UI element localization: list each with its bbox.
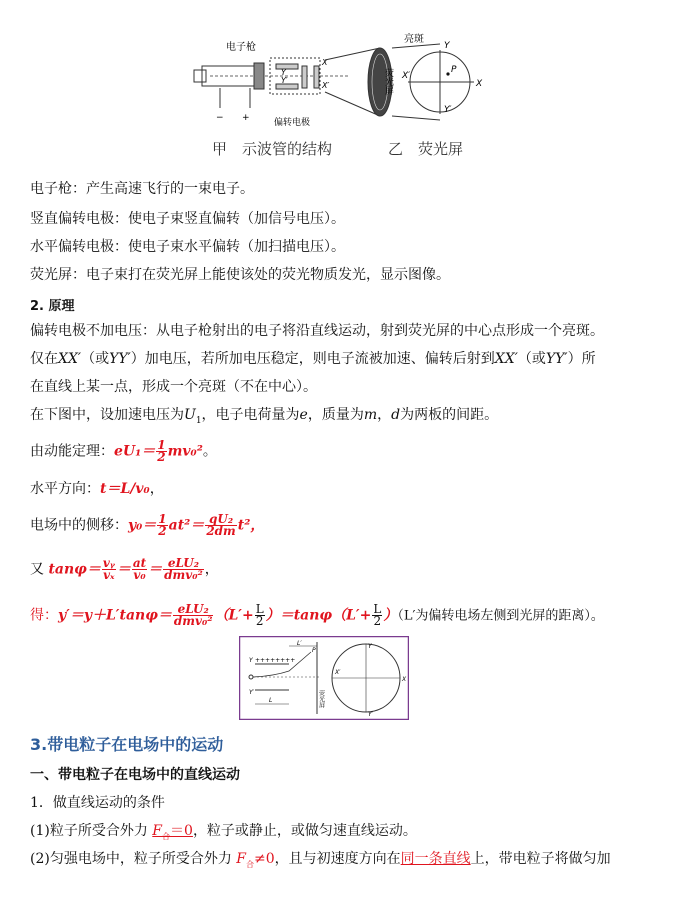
svg-text:X′: X′ bbox=[335, 669, 341, 676]
svg-text:亮斑: 亮斑 bbox=[404, 34, 424, 45]
deflection-figure bbox=[239, 636, 409, 720]
svg-text:Y: Y bbox=[281, 68, 286, 77]
caption-right: 乙 荧光屏 bbox=[388, 140, 464, 158]
svg-text:荧光屏: 荧光屏 bbox=[383, 68, 393, 95]
svg-text:X: X bbox=[322, 58, 328, 67]
svg-text:P: P bbox=[312, 647, 316, 654]
svg-text:Y′: Y′ bbox=[281, 76, 288, 85]
principle-p4: 在下图中，设加速电压为$U_1$，电子电荷量为e，质量为m，d为两板的间距。 bbox=[30, 407, 499, 426]
def-vertical: 竖直偏转电极：使电子束竖直偏转（加信号电压）。 bbox=[30, 211, 345, 227]
caption-left: 甲 示波管的结构 bbox=[212, 140, 333, 158]
svg-text:Y: Y bbox=[444, 41, 450, 51]
principle-p1: 偏转电极不加电压：从电子枪射出的电子将沿直线运动，射到荧光屏的中心点形成一个亮斑。 bbox=[30, 323, 604, 339]
oscilloscope-figure bbox=[190, 30, 490, 130]
formula-energy: 由动能定理：eU₁＝ $\frac{1}{2}$ mv₀²。 bbox=[30, 438, 217, 464]
def-screen: 荧光屏：电子束打在荧光屏上能使该处的荧光物质发光，显示图像。 bbox=[30, 267, 450, 283]
principle-p3: 在直线上某一点，形成一个亮斑（不在中心）。 bbox=[30, 379, 317, 395]
svg-text:L′: L′ bbox=[297, 640, 302, 647]
def-horizontal: 水平偏转电极：使电子束水平偏转（加扫描电压）。 bbox=[30, 239, 345, 255]
section3-title: 3.带电粒子在电场中的运动 bbox=[30, 735, 224, 754]
svg-text:电子枪: 电子枪 bbox=[226, 42, 256, 53]
principle-p2: 仅在XX′（或YY′）加电压，若所加电压稳定，则电子流被加速、偏转后射到XX′（或YY′）所 bbox=[30, 351, 596, 367]
svg-text:荧光屏: 荧光屏 bbox=[317, 690, 325, 708]
formula-tan: 又 tanφ＝ $\frac{\text{vᵧ}}{\text{vₓ}}$ ＝ $\frac{at}{\text{v₀}}$ ＝ $\frac{\text{eLU₂}}{\text{dmv₀²}}$ ， bbox=[30, 556, 219, 582]
svg-text:X′: X′ bbox=[402, 71, 411, 81]
section3-cond2: (2)匀强电场中，粒子所受合外力 $F_合\ne 0$，且与初速度方向在同一条直线上，带电粒子将做匀加 bbox=[30, 851, 611, 869]
svg-text:−: − bbox=[216, 113, 224, 123]
section3-item1: 1．做直线运动的条件 bbox=[30, 795, 165, 811]
svg-text:X: X bbox=[402, 676, 407, 683]
formula-result: 得：y′＝y＋L′tanφ＝ $\frac{\text{eLU₂}}{\text{dmv₀²}}$ （L′+ $\frac{L}{2}$ ）＝tanφ（L′+ $\frac{L}{2}$ ）（L′为偏转电场左侧到光屏的距离）。 bbox=[30, 602, 604, 628]
svg-text:++++++++: ++++++++ bbox=[255, 657, 296, 664]
svg-text:Y: Y bbox=[368, 643, 372, 650]
svg-text:偏转电极: 偏转电极 bbox=[274, 118, 311, 128]
svg-text:Y′: Y′ bbox=[444, 105, 452, 115]
principle-heading: 2. 原理 bbox=[30, 299, 75, 314]
svg-text:X: X bbox=[476, 79, 483, 89]
svg-text:Y: Y bbox=[249, 657, 253, 664]
section3-sub1: 一、带电粒子在电场中的直线运动 bbox=[30, 767, 240, 783]
svg-text:X′: X′ bbox=[322, 81, 330, 90]
svg-text:P: P bbox=[451, 65, 457, 75]
formula-offset: 电场中的侧移：y₀＝ $\frac{1}{2}$ at²＝ $\frac{\text{qU₂}}{2dm}$ t²， bbox=[30, 512, 265, 538]
svg-text:Y′: Y′ bbox=[249, 689, 255, 696]
svg-text:Y′: Y′ bbox=[368, 711, 374, 718]
section3-cond1: (1)粒子所受合外力 $F_合=0$，粒子或静止，或做匀速直线运动。 bbox=[30, 823, 417, 841]
svg-text:L: L bbox=[269, 697, 273, 704]
svg-text:+: + bbox=[242, 113, 250, 123]
def-gun: 电子枪：产生高速飞行的一束电子。 bbox=[30, 181, 254, 197]
formula-horizontal: 水平方向：t＝L/v₀， bbox=[30, 481, 164, 497]
